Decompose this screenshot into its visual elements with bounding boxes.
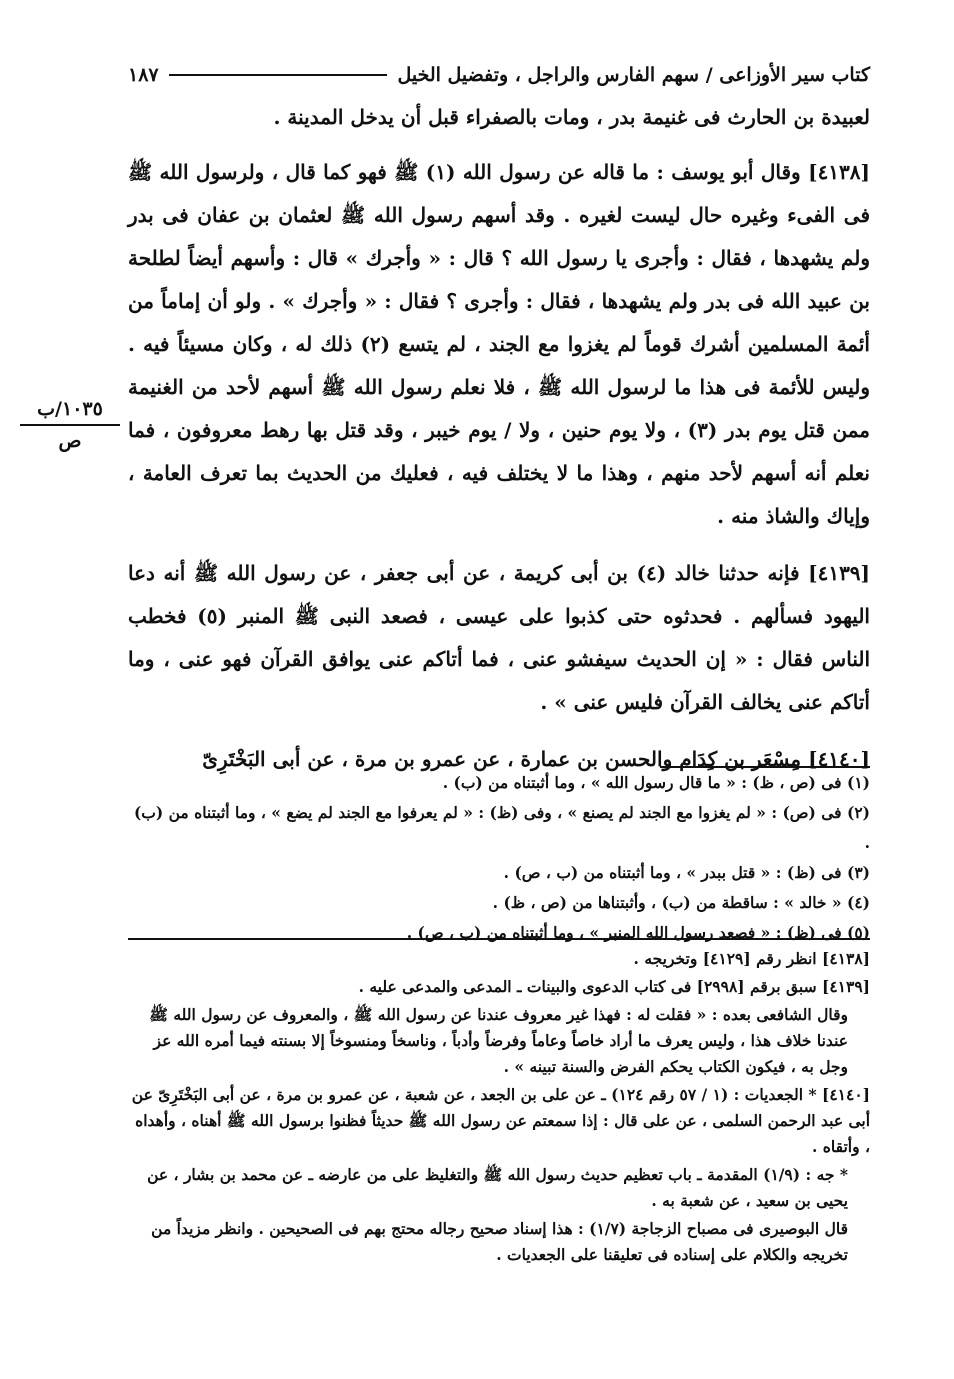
paragraph-text: مِسْعَر بن كِدَام والحسن بن عمارة ، عن عمرو بن مرة ، عن أبى البَخْتَرِىّ [202, 747, 802, 771]
note-number: [٤١٣٨] [822, 949, 870, 968]
takhrij-notes [128, 946, 870, 1270]
paragraph-4138 [128, 151, 870, 538]
paragraph-number: [٤١٣٨] [808, 160, 870, 184]
note-text: سبق برقم [٢٩٩٨] فى كتاب الدعوى والبينات ـ المدعى والمدعى عليه . [358, 977, 817, 996]
note-shafii-quote: وقال الشافعى بعده : « فقلت له : فهذا غير معروف عندنا عن رسول الله ﷺ ، والمعروف عن رسول الله ﷺ عندنا خلاف هذا ، وليس يعرف ما أراد خاصاً وعاماً وفرضاً وأدباً ، وناسخاً ومنسوخاً إلا بسنته فيما أمره الله عز وجل به ، فيكون الكتاب يحكم الفرض والسنة تبينه » . [149, 1005, 848, 1076]
note-4138 [128, 946, 870, 972]
footnote: (٣) فى (ظ) : « قتل ببدر » ، وما أثبتناه من (ب ، ص) . [503, 863, 870, 882]
footnote: (٥) فى (ظ) : « فصعد رسول الله المنبر » ، وما أثبتناه من (ب ، ص) . [406, 923, 870, 942]
note-4139 [128, 974, 870, 1000]
note-4140 [128, 1082, 870, 1160]
note-busiri: قال البوصيرى فى مصباح الزجاجة (١/٧) : هذا إسناد صحيح رجاله محتج بهم فى الصحيحين . وانظر مزيداً من تخريجه والكلام على إسناده فى تعليقنا على الجعديات . [151, 1219, 848, 1264]
margin-folio-note [20, 396, 120, 454]
footnote: (٢) فى (ص) : « لم يغزوا مع الجند لم يصنع » ، وفى (ظ) : « لم يعرفوا مع الجند لم يضع » ، وما أثبتناه من (ب) . [133, 803, 870, 852]
paragraph-continuation: لعبيدة بن الحارث فى غنيمة بدر ، ومات بالصفراء قبل أن يدخل المدينة . [273, 105, 870, 129]
manuscript-ref: ص [58, 430, 82, 452]
paragraph-4139 [128, 552, 870, 724]
page-number: ١٨٧ [128, 64, 159, 86]
folio-ref: ١٠٣٥/ب [20, 396, 120, 426]
footnote: (٤) « خالد » : ساقطة من (ب) ، وأثبتناها من (ص ، ظ) . [492, 893, 870, 912]
note-number: [٤١٣٩] [822, 977, 870, 996]
paragraph-text: وقال أبو يوسف : ما قاله عن رسول الله (١) ﷺ فهو كما قال ، ولرسول الله ﷺ فى الفىء وغيره حال ليست لغيره . وقد أسهم رسول الله ﷺ لعثمان بن عفان فى بدر ولم يشهدها ، فقال : وأجرى يا رسول الله ؟ قال : « وأجرك » قال : وأسهم أيضاً لطلحة بن عبيد الله فى بدر ولم يشهدها ، فقال : وأجرى ؟ فقال : « وأجرك » . ولو أن إماماً من أئمة المسلمين أشرك قوماً لم يغزوا مع الجند ، لم يتسع (٢) ذلك له ، وكان مسيئاً فيه . وليس للأئمة فى هذا ما لرسول الله ﷺ ، فلا نعلم رسول الله ﷺ أسهم لأحد من الغنيمة ممن قتل يوم بدر (٣) ، ولا يوم حنين ، ولا / يوم خيبر ، وقد قتل بها رهط معروفون ، فما نعلم أنه أسهم لأحد منهم ، وهذا ما لا يختلف فيه ، فعليك من الحديث بما تعرف العامة ، وإياك والشاذ منه . [128, 160, 870, 528]
footnotes [128, 768, 870, 948]
header-rule [169, 74, 388, 76]
main-text [128, 96, 870, 795]
note-number: [٤١٤٠] [822, 1085, 870, 1104]
note-ibn-majah: * جه : (١/٩) المقدمة ـ باب تعظيم حديث رسول الله ﷺ والتغليظ على من عارضه ـ عن محمد بن بشار ، عن يحيى بن سعيد ، عن شعبة به . [147, 1165, 848, 1210]
paragraph-number: [٤١٤٠] [808, 747, 870, 771]
header-title: كتاب سير الأوزاعى / سهم الفارس والراجل ، وتفضيل الخيل [397, 64, 870, 86]
footnote: (١) فى (ص ، ظ) : « ما قال رسول الله » ، وما أثبتناه من (ب) . [442, 773, 870, 792]
note-text: انظر رقم [٤١٢٩] وتخريجه . [633, 949, 817, 968]
paragraph-number: [٤١٣٩] [808, 561, 871, 585]
running-header [128, 58, 870, 92]
paragraph-text: فإنه حدثنا خالد (٤) بن أبى كريمة ، عن أبى جعفر ، عن رسول الله ﷺ أنه دعا اليهود فسألهم . فحدثوه حتى كذبوا على عيسى ، فصعد النبى ﷺ المنبر (٥) فخطب الناس فقال : « إن الحديث سيفشو عنى ، فما أتاكم عنى يوافق القرآن فهو عنى ، وما أتاكم عنى يخالف القرآن فليس عنى » . [128, 561, 870, 714]
note-text: * الجعديات : (١ / ٥٧ رقم ١٢٤) ـ عن على بن الجعد ، عن شعبة ، عن عمرو بن مرة ، عن أبى البَخْتَرِىّ عن أبى عبد الرحمن السلمى ، عن على قال : إذا سمعتم عن رسول الله ﷺ حديثاً فظنوا برسول الله ﷺ أهناه ، وأهداه ، وأتقاه . [131, 1085, 870, 1156]
notes-separator [128, 938, 870, 940]
